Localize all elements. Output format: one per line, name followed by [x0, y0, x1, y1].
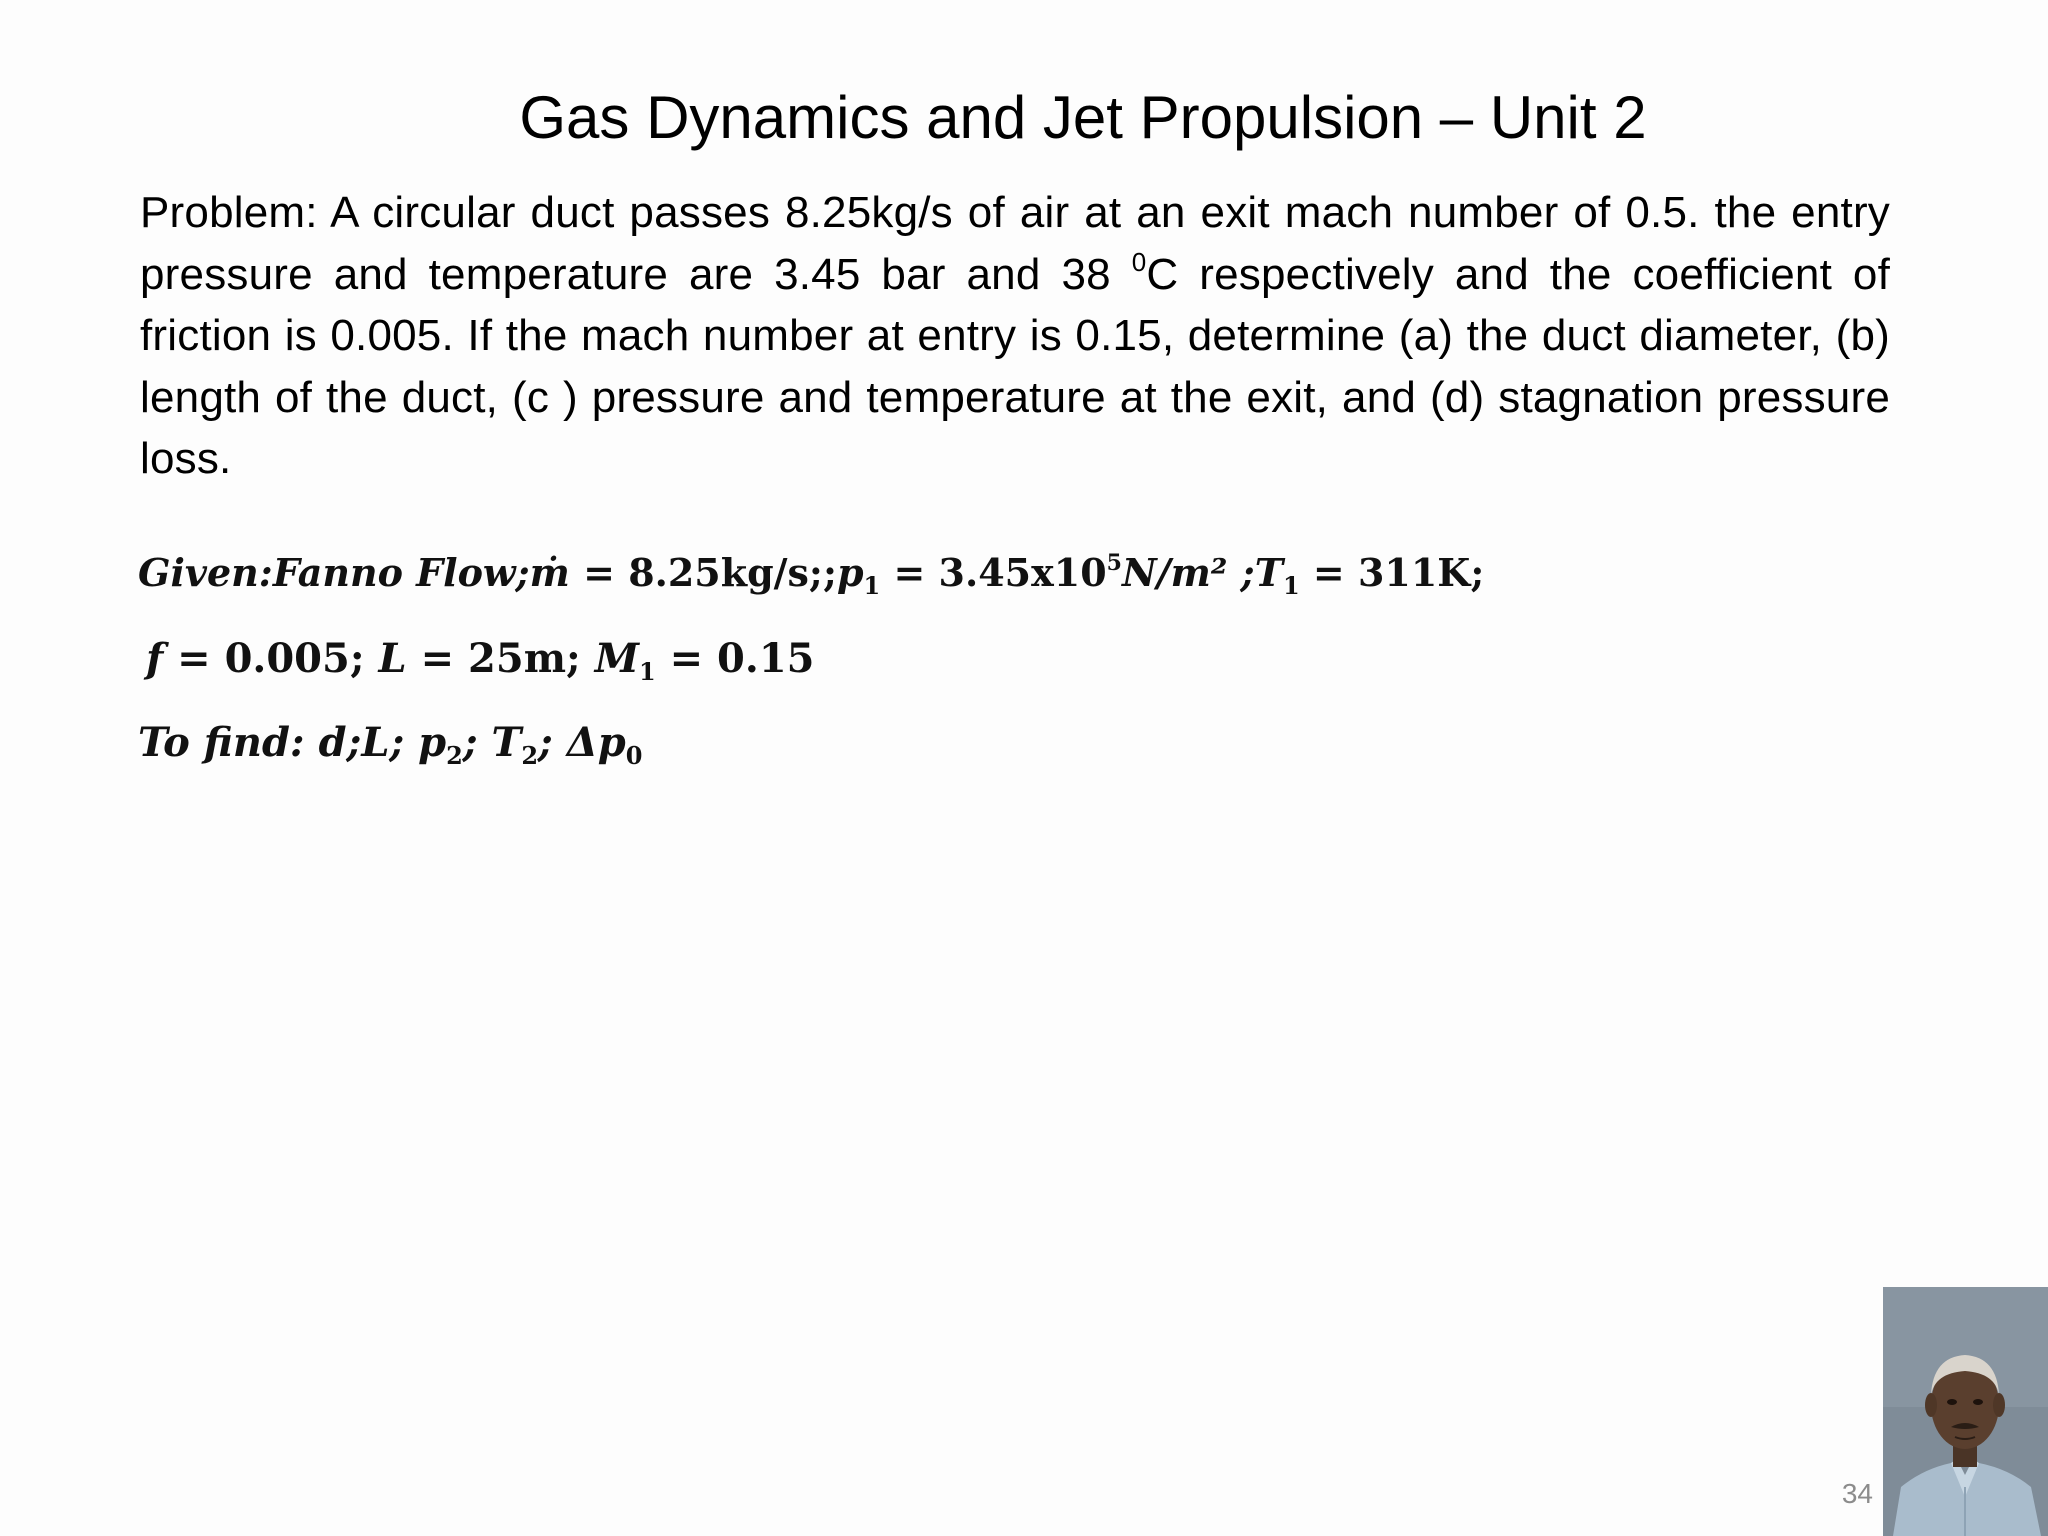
mach-value: = 0.15 — [655, 635, 815, 682]
slide-title: Gas Dynamics and Jet Propulsion – Unit 2 — [519, 84, 1647, 151]
presenter-icon — [1883, 1287, 2048, 1536]
t1-symbol: T — [1254, 550, 1283, 595]
delta-p0-symbol: Δp — [566, 719, 626, 766]
page-number: 34 — [1841, 1478, 1873, 1509]
mach-symbol: M — [594, 635, 639, 682]
p1-subscript: 1 — [863, 571, 881, 600]
p1-unit: N/m² ; — [1121, 550, 1255, 595]
parameters-line — [146, 634, 814, 684]
friction-value: = 0.005; — [163, 635, 379, 682]
t2-subscript: 2 — [521, 741, 539, 770]
mass-flow-symbol: ṁ — [529, 550, 570, 595]
find-d-l: d;L; — [304, 719, 419, 766]
problem-text-part2: C respectively and the coefficient of friction is 0.005. If the mach number at entry is 0.15, determine (a) the duct diameter, (b) length of the duct, (c ) pressure and temperature at the exit, and (d) stagnation pressure loss. — [140, 249, 1890, 483]
mass-flow-value: = 8.25kg/s;; — [569, 550, 837, 595]
t1-value: = 311K; — [1299, 550, 1485, 595]
delta-p0-subscript: 0 — [625, 741, 643, 770]
find-separator-1: ; — [462, 719, 492, 766]
given-label: Given: — [138, 550, 273, 595]
length-value: = 25m; — [406, 635, 595, 682]
friction-symbol: f — [146, 635, 164, 682]
problem-text-part1: Problem: A circular duct passes 8.25kg/s of air at an exit mach number of 0.5. the entry pressure and temperature are 3.45 bar and 38 — [140, 188, 1890, 299]
p1-symbol: p — [836, 550, 864, 595]
to-find-line — [138, 718, 642, 768]
to-find-label: To find: — [138, 719, 305, 766]
p1-exponent: 5 — [1106, 550, 1122, 576]
p2-subscript: 2 — [446, 741, 463, 770]
given-line — [138, 548, 1484, 598]
degree-superscript: 0 — [1131, 246, 1147, 277]
mach-subscript: 1 — [638, 657, 656, 686]
problem-statement — [140, 182, 1890, 490]
p2-symbol: p — [418, 719, 447, 766]
find-separator-2: ; — [538, 719, 567, 766]
flow-type: Fanno Flow; — [272, 550, 530, 595]
t2-symbol: T — [491, 719, 522, 766]
t1-subscript: 1 — [1282, 571, 1300, 600]
p1-value: = 3.45x10 — [880, 550, 1107, 595]
length-symbol: L — [378, 635, 407, 682]
presenter-video-thumbnail — [1883, 1287, 2048, 1536]
